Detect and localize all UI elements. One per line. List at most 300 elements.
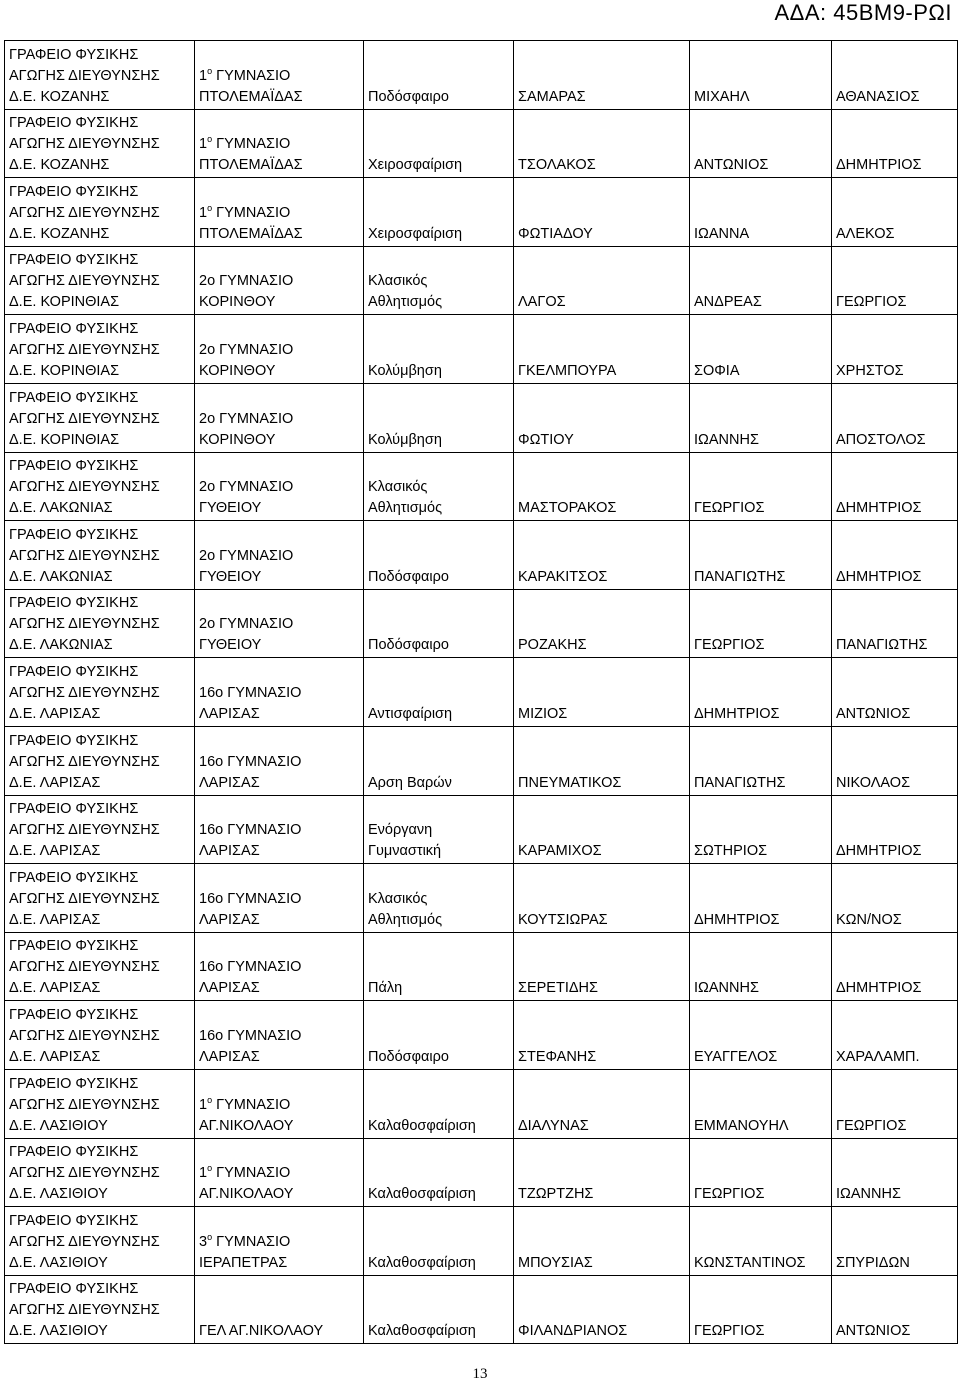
table-row	[5, 864, 958, 933]
school-cell	[195, 41, 364, 110]
name-cell: ΑΝΤΩΝΙΟΣ	[690, 109, 832, 178]
table-row	[5, 1138, 958, 1207]
sport-cell	[364, 109, 514, 178]
school-cell	[195, 246, 364, 315]
school-text: 16ο ΓΥΜΝΑΣΙΟ	[199, 753, 302, 770]
school-line	[199, 957, 359, 978]
school-cell	[195, 452, 364, 521]
ordinal-superscript: ο	[207, 202, 213, 213]
office-cell	[5, 1275, 195, 1344]
school-text: ΓΥΜΝΑΣΙΟ	[212, 136, 291, 153]
father-name-cell: ΓΕΩΡΓΙΟΣ	[832, 1069, 958, 1138]
school-text: ΓΥΘΕΙΟΥ	[199, 568, 262, 585]
office-cell	[5, 726, 195, 795]
sport-cell	[364, 246, 514, 315]
sport-cell	[364, 1207, 514, 1276]
school-number: 1	[199, 204, 208, 221]
office-line: ΓΡΑΦΕΙΟ ΦΥΣΙΚΗΣ	[9, 46, 139, 63]
office-line: ΓΡΑΦΕΙΟ ΦΥΣΙΚΗΣ	[9, 1144, 139, 1161]
school-line	[199, 910, 359, 931]
office-cell	[5, 589, 195, 658]
school-text: ΛΑΡΙΣΑΣ	[199, 1048, 260, 1065]
office-line: ΓΡΑΦΕΙΟ ΦΥΣΙΚΗΣ	[9, 389, 139, 406]
school-text: ΠΤΟΛΕΜΑΪΔΑΣ	[199, 157, 303, 174]
father-name-cell: ΑΛΕΚΟΣ	[832, 178, 958, 247]
table-row	[5, 795, 958, 864]
name-cell: ΕΜΜΑΝΟΥΗΛ	[690, 1069, 832, 1138]
school-line	[199, 155, 359, 176]
school-cell	[195, 1001, 364, 1070]
school-line	[199, 1321, 359, 1342]
sport-line: Ποδόσφαιρο	[368, 1048, 449, 1065]
office-line: ΑΓΩΓΗΣ ΔΙΕΥΘΥΝΣΗΣ	[9, 822, 160, 839]
table-body	[5, 41, 958, 1344]
office-line: ΓΡΑΦΕΙΟ ΦΥΣΙΚΗΣ	[9, 252, 139, 269]
sport-line: Αθλητισμός	[368, 294, 443, 311]
sport-line: Καλαθοσφαίριση	[368, 1323, 476, 1340]
office-line: Δ.Ε. ΛΑΡΙΣΑΣ	[9, 843, 101, 860]
office-line: Δ.Ε. ΚΟΖΑΝΗΣ	[9, 157, 110, 174]
school-line	[199, 683, 359, 704]
athletes-table	[4, 40, 958, 1344]
surname-cell: ΠΝΕΥΜΑΤΙΚΟΣ	[514, 726, 690, 795]
surname-cell: ΜΑΣΤΟΡΑΚΟΣ	[514, 452, 690, 521]
office-line: ΓΡΑΦΕΙΟ ΦΥΣΙΚΗΣ	[9, 938, 139, 955]
school-text: 2ο ΓΥΜΝΑΣΙΟ	[199, 410, 294, 427]
school-text: ΙΕΡΑΠΕΤΡΑΣ	[199, 1254, 288, 1271]
school-line	[199, 498, 359, 519]
name-cell: ΚΩΝΣΤΑΝΤΙΝΟΣ	[690, 1207, 832, 1276]
school-line	[199, 773, 359, 794]
ordinal-superscript: ο	[207, 1094, 213, 1105]
school-text: ΛΑΡΙΣΑΣ	[199, 980, 260, 997]
sport-cell	[364, 864, 514, 933]
school-text: ΚΟΡΙΝΘΟΥ	[199, 294, 276, 311]
sport-line: Χειροσφαίριση	[368, 157, 463, 174]
school-line	[199, 134, 359, 155]
school-text: 2ο ΓΥΜΝΑΣΙΟ	[199, 616, 294, 633]
surname-cell: ΤΣΟΛΑΚΟΣ	[514, 109, 690, 178]
school-text: ΚΟΡΙΝΘΟΥ	[199, 431, 276, 448]
table-row	[5, 246, 958, 315]
school-cell	[195, 795, 364, 864]
table-row	[5, 589, 958, 658]
name-cell: ΓΕΩΡΓΙΟΣ	[690, 452, 832, 521]
office-cell	[5, 795, 195, 864]
sport-line: Ποδόσφαιρο	[368, 88, 449, 105]
name-cell: ΓΕΩΡΓΙΟΣ	[690, 589, 832, 658]
father-name-cell: ΔΗΜΗΤΡΙΟΣ	[832, 795, 958, 864]
ada-code: ΑΔΑ: 45ΒΜ9-ΡΩΙ	[774, 0, 952, 25]
school-line	[199, 1116, 359, 1137]
office-cell	[5, 109, 195, 178]
sport-cell	[364, 726, 514, 795]
ordinal-superscript: ο	[207, 134, 213, 145]
name-cell: ΣΟΦΙΑ	[690, 315, 832, 384]
school-line	[199, 614, 359, 635]
school-number: 1	[199, 1096, 208, 1113]
father-name-cell: ΑΝΤΩΝΙΟΣ	[832, 658, 958, 727]
sport-line: Κλασικός	[368, 273, 428, 290]
surname-cell: ΦΩΤΙΟΥ	[514, 383, 690, 452]
office-line: ΓΡΑΦΕΙΟ ΦΥΣΙΚΗΣ	[9, 1212, 139, 1229]
father-name-cell: ΑΠΟΣΤΟΛΟΣ	[832, 383, 958, 452]
table-row	[5, 1207, 958, 1276]
father-name-cell: ΑΘΑΝΑΣΙΟΣ	[832, 41, 958, 110]
school-text: ΑΓ.ΝΙΚΟΛΑΟΥ	[199, 1186, 294, 1203]
school-line	[199, 361, 359, 382]
office-line: ΑΓΩΓΗΣ ΔΙΕΥΘΥΝΣΗΣ	[9, 1233, 160, 1250]
school-cell	[195, 109, 364, 178]
school-text: 2ο ΓΥΜΝΑΣΙΟ	[199, 341, 294, 358]
school-line	[199, 340, 359, 361]
father-name-cell: ΝΙΚΟΛΑΟΣ	[832, 726, 958, 795]
surname-cell: ΓΚΕΛΜΠΟΥΡΑ	[514, 315, 690, 384]
father-name-cell: ΓΕΩΡΓΙΟΣ	[832, 246, 958, 315]
sport-line: Καλαθοσφαίριση	[368, 1254, 476, 1271]
office-cell	[5, 1138, 195, 1207]
school-cell	[195, 726, 364, 795]
sport-line: Ποδόσφαιρο	[368, 637, 449, 654]
sport-cell	[364, 41, 514, 110]
school-line	[199, 409, 359, 430]
school-line	[199, 1232, 359, 1253]
school-line	[199, 203, 359, 224]
sport-cell	[364, 452, 514, 521]
school-line	[199, 546, 359, 567]
sport-line: Καλαθοσφαίριση	[368, 1117, 476, 1134]
office-cell	[5, 1207, 195, 1276]
office-line: ΑΓΩΓΗΣ ΔΙΕΥΘΥΝΣΗΣ	[9, 1096, 160, 1113]
office-line: Δ.Ε. ΛΑΡΙΣΑΣ	[9, 911, 101, 928]
table-row	[5, 726, 958, 795]
office-line: ΓΡΑΦΕΙΟ ΦΥΣΙΚΗΣ	[9, 869, 139, 886]
father-name-cell: ΔΗΜΗΤΡΙΟΣ	[832, 932, 958, 1001]
surname-cell: ΛΑΓΟΣ	[514, 246, 690, 315]
office-line: Δ.Ε. ΛΑΚΩΝΙΑΣ	[9, 500, 113, 517]
office-line: ΑΓΩΓΗΣ ΔΙΕΥΘΥΝΣΗΣ	[9, 684, 160, 701]
office-line: ΑΓΩΓΗΣ ΔΙΕΥΘΥΝΣΗΣ	[9, 1165, 160, 1182]
office-cell	[5, 1001, 195, 1070]
office-line: ΑΓΩΓΗΣ ΔΙΕΥΘΥΝΣΗΣ	[9, 547, 160, 564]
office-line: Δ.Ε. ΚΟΡΙΝΘΙΑΣ	[9, 362, 120, 379]
school-line	[199, 477, 359, 498]
table-row	[5, 315, 958, 384]
sport-line: Πάλη	[368, 980, 403, 997]
school-text: ΓΥΘΕΙΟΥ	[199, 637, 262, 654]
office-line: Δ.Ε. ΛΑΡΙΣΑΣ	[9, 705, 101, 722]
table-row	[5, 1275, 958, 1344]
office-cell	[5, 1069, 195, 1138]
name-cell: ΑΝΔΡΕΑΣ	[690, 246, 832, 315]
office-line: Δ.Ε. ΛΑΚΩΝΙΑΣ	[9, 637, 113, 654]
sport-line: Γυμναστική	[368, 843, 442, 860]
name-cell: ΙΩΑΝΝΗΣ	[690, 932, 832, 1001]
office-line: ΑΓΩΓΗΣ ΔΙΕΥΘΥΝΣΗΣ	[9, 616, 160, 633]
surname-cell: ΚΑΡΑΜΙΧΟΣ	[514, 795, 690, 864]
school-cell	[195, 658, 364, 727]
office-line: ΓΡΑΦΕΙΟ ΦΥΣΙΚΗΣ	[9, 732, 139, 749]
office-line: Δ.Ε. ΛΑΣΙΘΙΟΥ	[9, 1254, 108, 1271]
table-row	[5, 383, 958, 452]
ordinal-superscript: ο	[207, 1231, 213, 1242]
school-text: ΛΑΡΙΣΑΣ	[199, 911, 260, 928]
office-line: ΓΡΑΦΕΙΟ ΦΥΣΙΚΗΣ	[9, 458, 139, 475]
school-text: 16ο ΓΥΜΝΑΣΙΟ	[199, 890, 302, 907]
school-text: 16ο ΓΥΜΝΑΣΙΟ	[199, 1027, 302, 1044]
school-text: ΓΥΘΕΙΟΥ	[199, 500, 262, 517]
office-line: ΓΡΑΦΕΙΟ ΦΥΣΙΚΗΣ	[9, 801, 139, 818]
office-cell	[5, 246, 195, 315]
school-text: 16ο ΓΥΜΝΑΣΙΟ	[199, 822, 302, 839]
office-line: ΑΓΩΓΗΣ ΔΙΕΥΘΥΝΣΗΣ	[9, 1302, 160, 1319]
office-line: Δ.Ε. ΛΑΣΙΘΙΟΥ	[9, 1323, 108, 1340]
sport-cell	[364, 178, 514, 247]
school-line	[199, 1163, 359, 1184]
table-row	[5, 109, 958, 178]
table-row	[5, 178, 958, 247]
name-cell: ΔΗΜΗΤΡΙΟΣ	[690, 658, 832, 727]
name-cell: ΓΕΩΡΓΙΟΣ	[690, 1138, 832, 1207]
school-text: ΓΥΜΝΑΣΙΟ	[212, 67, 291, 84]
sport-line: Κολύμβηση	[368, 431, 442, 448]
office-line: ΑΓΩΓΗΣ ΔΙΕΥΘΥΝΣΗΣ	[9, 959, 160, 976]
school-cell	[195, 864, 364, 933]
office-cell	[5, 658, 195, 727]
father-name-cell: ΙΩΑΝΝΗΣ	[832, 1138, 958, 1207]
office-line: ΓΡΑΦΕΙΟ ΦΥΣΙΚΗΣ	[9, 595, 139, 612]
father-name-cell: ΠΑΝΑΓΙΩΤΗΣ	[832, 589, 958, 658]
office-line: ΓΡΑΦΕΙΟ ΦΥΣΙΚΗΣ	[9, 1006, 139, 1023]
office-cell	[5, 315, 195, 384]
sport-cell	[364, 932, 514, 1001]
office-line: ΓΡΑΦΕΙΟ ΦΥΣΙΚΗΣ	[9, 1075, 139, 1092]
school-text: 16ο ΓΥΜΝΑΣΙΟ	[199, 684, 302, 701]
school-cell	[195, 315, 364, 384]
table-row	[5, 1069, 958, 1138]
school-text: ΛΑΡΙΣΑΣ	[199, 705, 260, 722]
office-line: Δ.Ε. ΚΟΡΙΝΘΙΑΣ	[9, 294, 120, 311]
school-text: 2ο ΓΥΜΝΑΣΙΟ	[199, 547, 294, 564]
office-line: ΑΓΩΓΗΣ ΔΙΕΥΘΥΝΣΗΣ	[9, 136, 160, 153]
school-text: ΚΟΡΙΝΘΟΥ	[199, 362, 276, 379]
surname-cell: ΣΤΕΦΑΝΗΣ	[514, 1001, 690, 1070]
sport-line: Κολύμβηση	[368, 362, 442, 379]
name-cell: ΠΑΝΑΓΙΩΤΗΣ	[690, 726, 832, 795]
school-number: 3	[199, 1233, 208, 1250]
name-cell: ΜΙΧΑΗΛ	[690, 41, 832, 110]
office-line: ΑΓΩΓΗΣ ΔΙΕΥΘΥΝΣΗΣ	[9, 1027, 160, 1044]
school-line	[199, 704, 359, 725]
father-name-cell: ΑΝΤΩΝΙΟΣ	[832, 1275, 958, 1344]
sport-cell	[364, 589, 514, 658]
school-text: ΛΑΡΙΣΑΣ	[199, 843, 260, 860]
office-line: Δ.Ε. ΛΑΡΙΣΑΣ	[9, 1048, 101, 1065]
sport-cell	[364, 795, 514, 864]
office-line: Δ.Ε. ΛΑΣΙΘΙΟΥ	[9, 1186, 108, 1203]
school-cell	[195, 1207, 364, 1276]
sport-cell	[364, 1138, 514, 1207]
sport-line: Χειροσφαίριση	[368, 225, 463, 242]
office-cell	[5, 521, 195, 590]
school-line	[199, 1253, 359, 1274]
office-line: ΓΡΑΦΕΙΟ ΦΥΣΙΚΗΣ	[9, 183, 139, 200]
office-line: ΓΡΑΦΕΙΟ ΦΥΣΙΚΗΣ	[9, 320, 139, 337]
sport-cell	[364, 1069, 514, 1138]
office-line: ΓΡΑΦΕΙΟ ΦΥΣΙΚΗΣ	[9, 115, 139, 132]
school-line	[199, 978, 359, 999]
school-line	[199, 224, 359, 245]
office-line: Δ.Ε. ΚΟΖΑΝΗΣ	[9, 225, 110, 242]
office-line: ΑΓΩΓΗΣ ΔΙΕΥΘΥΝΣΗΣ	[9, 753, 160, 770]
school-cell	[195, 383, 364, 452]
school-line	[199, 889, 359, 910]
father-name-cell: ΧΡΗΣΤΟΣ	[832, 315, 958, 384]
school-line	[199, 820, 359, 841]
sport-line: Ενόργανη	[368, 822, 433, 839]
school-cell	[195, 932, 364, 1001]
surname-cell: ΦΩΤΙΑΔΟΥ	[514, 178, 690, 247]
office-line: ΑΓΩΓΗΣ ΔΙΕΥΘΥΝΣΗΣ	[9, 273, 160, 290]
office-line: ΑΓΩΓΗΣ ΔΙΕΥΘΥΝΣΗΣ	[9, 890, 160, 907]
school-line	[199, 1184, 359, 1205]
school-cell	[195, 521, 364, 590]
ordinal-superscript: ο	[207, 1163, 213, 1174]
sport-line: Κλασικός	[368, 890, 428, 907]
sport-cell	[364, 315, 514, 384]
name-cell: ΙΩΑΝΝΑ	[690, 178, 832, 247]
surname-cell: ΚΟΥΤΣΙΩΡΑΣ	[514, 864, 690, 933]
father-name-cell: ΔΗΜΗΤΡΙΟΣ	[832, 452, 958, 521]
school-cell	[195, 1069, 364, 1138]
school-line	[199, 752, 359, 773]
school-number: 1	[199, 67, 208, 84]
table-row	[5, 41, 958, 110]
surname-cell: ΔΙΑΛΥΝΑΣ	[514, 1069, 690, 1138]
school-line	[199, 271, 359, 292]
sport-cell	[364, 1001, 514, 1070]
sport-line: Αθλητισμός	[368, 911, 443, 928]
name-cell: ΣΩΤΗΡΙΟΣ	[690, 795, 832, 864]
school-line	[199, 1026, 359, 1047]
surname-cell: ΣΑΜΑΡΑΣ	[514, 41, 690, 110]
father-name-cell: ΣΠΥΡΙΔΩΝ	[832, 1207, 958, 1276]
school-text: ΓΥΜΝΑΣΙΟ	[212, 1096, 291, 1113]
school-text: 16ο ΓΥΜΝΑΣΙΟ	[199, 959, 302, 976]
surname-cell: ΣΕΡΕΤΙΔΗΣ	[514, 932, 690, 1001]
sport-cell	[364, 1275, 514, 1344]
school-number: 1	[199, 136, 208, 153]
office-cell	[5, 383, 195, 452]
school-cell	[195, 178, 364, 247]
sport-cell	[364, 383, 514, 452]
school-line	[199, 66, 359, 87]
name-cell: ΙΩΑΝΝΗΣ	[690, 383, 832, 452]
office-line: ΓΡΑΦΕΙΟ ΦΥΣΙΚΗΣ	[9, 663, 139, 680]
school-line	[199, 841, 359, 862]
school-text: ΓΥΜΝΑΣΙΟ	[212, 1233, 291, 1250]
father-name-cell: ΧΑΡΑΛΑΜΠ.	[832, 1001, 958, 1070]
surname-cell: ΜΙΖΙΟΣ	[514, 658, 690, 727]
school-cell	[195, 589, 364, 658]
table-row	[5, 658, 958, 727]
table-row	[5, 1001, 958, 1070]
office-line: Δ.Ε. ΛΑΣΙΘΙΟΥ	[9, 1117, 108, 1134]
surname-cell: ΤΖΩΡΤΖΗΣ	[514, 1138, 690, 1207]
sport-line: Αντισφαίριση	[368, 705, 453, 722]
sport-line: Ποδόσφαιρο	[368, 568, 449, 585]
office-cell	[5, 452, 195, 521]
school-text: ΠΤΟΛΕΜΑΪΔΑΣ	[199, 225, 303, 242]
office-line: Δ.Ε. ΚΟΡΙΝΘΙΑΣ	[9, 431, 120, 448]
school-text: ΓΕΛ ΑΓ.ΝΙΚΟΛΑΟΥ	[199, 1323, 324, 1340]
school-cell	[195, 1138, 364, 1207]
sport-line: Αρση Βαρών	[368, 774, 452, 791]
office-line: Δ.Ε. ΛΑΡΙΣΑΣ	[9, 774, 101, 791]
office-line: ΓΡΑΦΕΙΟ ΦΥΣΙΚΗΣ	[9, 526, 139, 543]
school-text: ΓΥΜΝΑΣΙΟ	[212, 1165, 291, 1182]
school-number: 1	[199, 1165, 208, 1182]
office-line: Δ.Ε. ΛΑΡΙΣΑΣ	[9, 980, 101, 997]
school-text: ΛΑΡΙΣΑΣ	[199, 774, 260, 791]
school-text: 2ο ΓΥΜΝΑΣΙΟ	[199, 273, 294, 290]
table-row	[5, 932, 958, 1001]
sport-line: Καλαθοσφαίριση	[368, 1186, 476, 1203]
name-cell: ΔΗΜΗΤΡΙΟΣ	[690, 864, 832, 933]
office-cell	[5, 41, 195, 110]
page-number: 13	[472, 1366, 488, 1382]
sport-cell	[364, 521, 514, 590]
surname-cell: ΦΙΛΑΝΔΡΙΑΝΟΣ	[514, 1275, 690, 1344]
school-text: ΑΓ.ΝΙΚΟΛΑΟΥ	[199, 1117, 294, 1134]
surname-cell: ΡΟΖΑΚΗΣ	[514, 589, 690, 658]
office-cell	[5, 178, 195, 247]
school-line	[199, 430, 359, 451]
office-line: Δ.Ε. ΚΟΖΑΝΗΣ	[9, 88, 110, 105]
school-text: ΓΥΜΝΑΣΙΟ	[212, 204, 291, 221]
school-line	[199, 292, 359, 313]
office-line: ΑΓΩΓΗΣ ΔΙΕΥΘΥΝΣΗΣ	[9, 204, 160, 221]
school-line	[199, 567, 359, 588]
table-row	[5, 452, 958, 521]
sport-line: Κλασικός	[368, 479, 428, 496]
school-line	[199, 87, 359, 108]
surname-cell: ΚΑΡΑΚΙΤΣΟΣ	[514, 521, 690, 590]
office-line: ΑΓΩΓΗΣ ΔΙΕΥΘΥΝΣΗΣ	[9, 479, 160, 496]
school-line	[199, 1095, 359, 1116]
school-text: ΠΤΟΛΕΜΑΪΔΑΣ	[199, 88, 303, 105]
office-cell	[5, 932, 195, 1001]
surname-cell: ΜΠΟΥΣΙΑΣ	[514, 1207, 690, 1276]
name-cell: ΠΑΝΑΓΙΩΤΗΣ	[690, 521, 832, 590]
ordinal-superscript: ο	[207, 65, 213, 76]
office-line: ΓΡΑΦΕΙΟ ΦΥΣΙΚΗΣ	[9, 1281, 139, 1298]
sport-line: Αθλητισμός	[368, 500, 443, 517]
office-line: ΑΓΩΓΗΣ ΔΙΕΥΘΥΝΣΗΣ	[9, 341, 160, 358]
office-cell	[5, 864, 195, 933]
name-cell: ΕΥΑΓΓΕΛΟΣ	[690, 1001, 832, 1070]
table-row	[5, 521, 958, 590]
office-line: ΑΓΩΓΗΣ ΔΙΕΥΘΥΝΣΗΣ	[9, 410, 160, 427]
office-line: ΑΓΩΓΗΣ ΔΙΕΥΘΥΝΣΗΣ	[9, 67, 160, 84]
school-line	[199, 635, 359, 656]
father-name-cell: ΔΗΜΗΤΡΙΟΣ	[832, 109, 958, 178]
school-line	[199, 1047, 359, 1068]
office-line: Δ.Ε. ΛΑΚΩΝΙΑΣ	[9, 568, 113, 585]
sport-cell	[364, 658, 514, 727]
school-text: 2ο ΓΥΜΝΑΣΙΟ	[199, 479, 294, 496]
name-cell: ΓΕΩΡΓΙΟΣ	[690, 1275, 832, 1344]
